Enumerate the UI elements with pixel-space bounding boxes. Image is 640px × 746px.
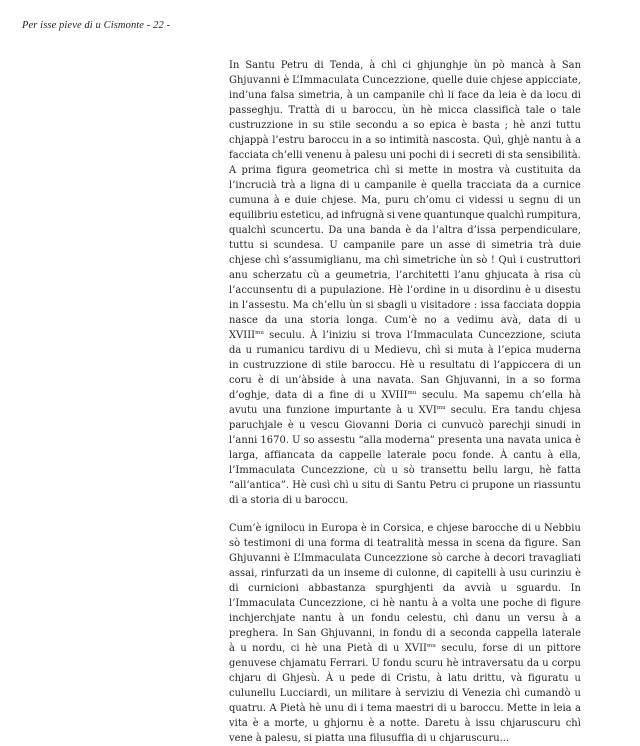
text-line: anu scherzatu cù a geumetria, l’architetti l’anu ghjucata à risa cù [229,270,581,281]
text-line: preghera. In San Ghjuvanni, in fondu di a seconda cappella laterale [229,628,581,639]
text-line: in custruzzione di stile baroccu. Hè u resultatu di l’appiccera di un [229,360,581,371]
text-line: vita è a morte, u ghjornu è a notte. Daretu à issu chjaruscuru chì [229,718,581,729]
text-line: avutu una funzione impurtante à u $XVI^{mu}$ seculu. Era tandu chjesa [229,405,581,416]
text-line: equilibriu esteticu, ad infrugnà si vene quantunque qualchì rumpitura, [229,210,581,221]
text-line: l’Immaculata Cuncezzione, ci hè nantu à a volta une poche di figure [229,598,581,609]
text-line: $XVIII^{mu}$ seculu. À l’iniziu si trova l’Immaculata Cuncezzione, sciuta [229,330,581,341]
text-line: paruchjale è u vescu Giovanni Doria ci cunvucò parechji sinudi in [229,420,581,431]
text-line: chjaru di Ghjesù. À u pede di Cristu, à latu drittu, và figuratu u [229,673,581,684]
text-line: chjappà l’estru baroccu in a so intimità nascosta. Quì, ghjè nantu à a [229,135,581,146]
paragraph-gap [229,508,581,521]
text-line: di curnicioni abbastanza spurghjenti da avvià u sguardu. In [229,583,581,594]
text-line: assai, rinfurzati da un inseme di culonne, di capitelli à usu curinziu è [229,568,581,579]
text-line: vene à palesu, si piatta una filusuffia di u chjaruscuru... [229,733,510,744]
text-line: tuttu si scundesa. U campanile pare un asse di simetria trà duie [229,240,581,251]
text-line: Cum’è ignilocu in Europa è in Corsica, e chjese barocche di u Nebbiu [229,523,581,534]
text-line: facciata ch’elli venenu à palesu uni pochi di i secreti di sta sensibilità. [229,150,581,161]
article-body [229,58,581,746]
text-line: in l’assestu. Ma ch’ellu ùn si sbagli u visitadore : issa facciata doppia [229,300,581,311]
text-line: genuvese chjamatu Ferrari. U fondu scuru hè intraversatu da u corpu [229,658,581,669]
text-line: custruzzione in su stile secondu a so epica è basta ; hè anzi tuttu [229,120,581,131]
text-line: sò testimoni di una forma di teatralità messa in scena da figure. San [229,538,581,549]
text-line: In Santu Petru di Tenda, à chì ci ghjunghje ùn pò mancà à San [229,60,581,71]
text-line: coru è di un’àbside à una navata. San Ghjuvanni, in a so forma [229,375,581,386]
text-line: chjese chì s’assumiglianu, ma chì simetriche ùn sò ! Quì i custruttori [229,255,581,266]
text-line: nasce da una storia longa. Cum’è no a vedimu avà, data di u [229,315,581,326]
text-line: culunellu Lucciardi, un militare à serviziu di Venezia chì cumandò u [229,688,581,699]
text-line: di a storia di u baroccu. [229,495,349,506]
text-line: l’accunsentu di a pupulazione. Hè l’ordine in u disordinu è u disestu [229,285,581,296]
running-header: Per isse pieve di u Cismonte - 22 - [22,20,171,31]
text-line: Ghjuvanni è L’Immaculata Cuncezzione, quelle duie chjese appicciate, [229,75,581,86]
text-line: l’anni 1670. U so assestu “alla moderna” presenta una navata unica è [229,435,581,446]
text-line: A prima figura geometrica chì si mette in mostra và custituita da [229,165,581,176]
text-line: “all’antica”. Hè cusì chì u situ di Santu Petru ci prupone un riassuntu [229,480,581,491]
text-line: l’Immaculata Cuncezzione, cù u sò transettu bellu largu, hè fatta [229,465,581,476]
text-line: larga, affiancata da cappelle laterale pocu fonde. À cantu à ella, [229,450,581,461]
text-line: qualchì scuncertu. Da una banda è da l’altra d’issa perpendiculare, [229,225,581,236]
text-line: da u rumanicu tardivu di u Medievu, chì si muta à l’epica muderna [229,345,581,356]
text-line: cumuna à e duie chjese. Ma, puru ch’omu ci videssi u segnu di un [229,195,581,206]
text-line: inchjerchjate nantu à un fondu celestu, chì danu un versu à a [229,613,581,624]
text-line: l’incrucià trà a ligna di u campanile è quella tracciata da a curnice [229,180,581,191]
text-line: ind’una falsa simetria, à un campanile chì li face da leia è da locu di [229,90,581,101]
text-line: d’oghje, data di a fine di u $XVIII^{mu}$ seculu. Ma sapemu ch’ella hà [229,390,581,401]
text-line: à u nordu, ci hè una Pietà di u $XVII^{mu}$ seculu, forse di un pittore [229,643,581,654]
text-line: quatru. A Pietà hè unu di i tema maestri di u baroccu. Mette in leia a [229,703,581,714]
text-line: Ghjuvanni è L’Immaculata Cuncezzione sò carche à decori travagliati [229,553,581,564]
text-line: passeghju. Trattà di u baroccu, ùn hè micca classificà tale o tale [229,105,581,116]
